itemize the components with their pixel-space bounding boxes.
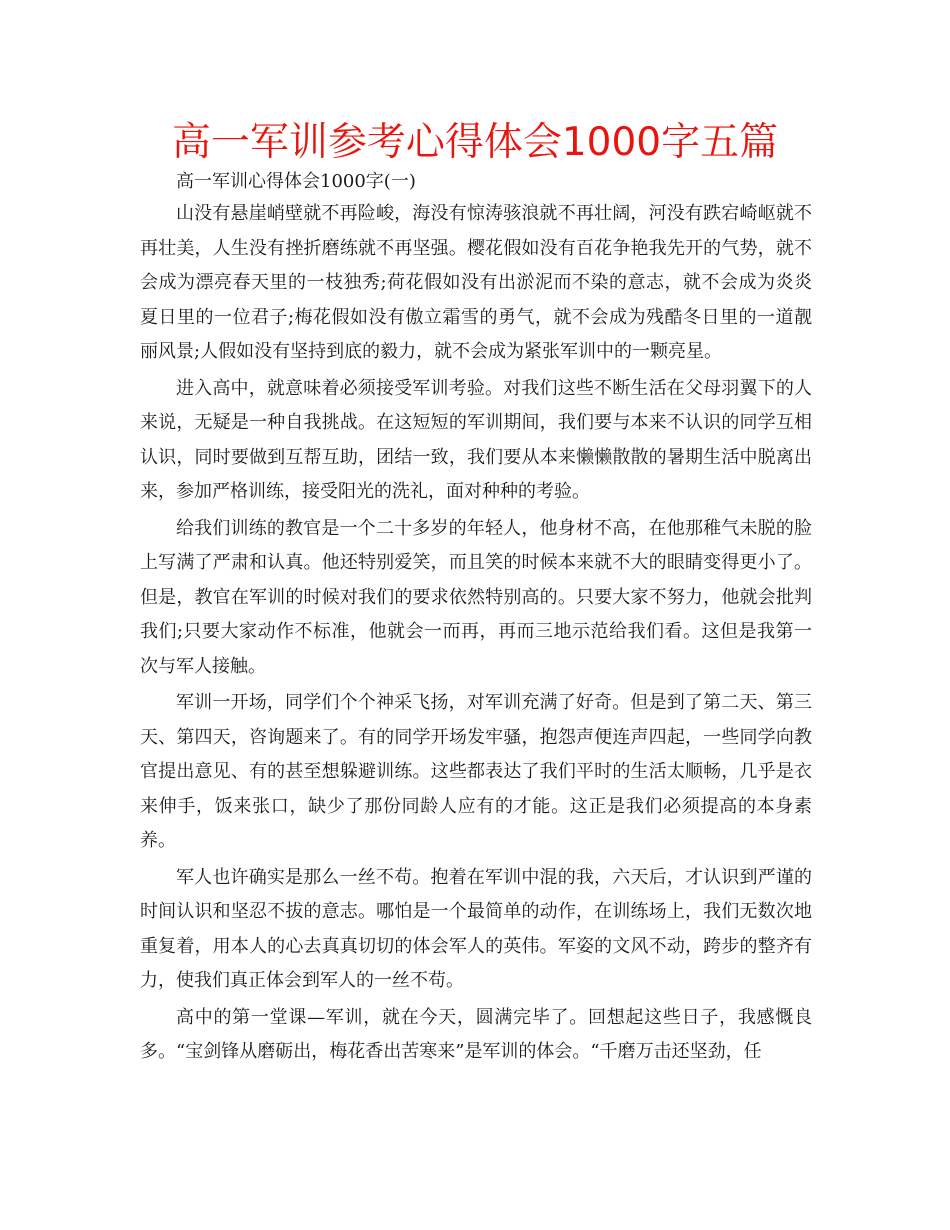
document-title: 高一军训参考心得体会1000字五篇: [171, 120, 779, 165]
paragraph: 给我们训练的教官是一个二十多岁的年轻人，他身材不高，在他那稚气未脱的脸上写满了严肃和认真。他还特别爱笑，而且笑的时候本来就不大的眼睛变得更小了。但是，教官在军训的时候对我们的要求依然特别高的。只要大家不努力，他就会批判我们;只要大家动作不标准，他就会一而再，再而三地示范给我们看。这但是我第一次与军人接触。: [140, 517, 812, 677]
paragraph: 军训一开场，同学们个个神采飞扬，对军训充满了好奇。但是到了第二天、第三天、第四天，咨询题来了。有的同学开场发牢骚，抱怨声便连声四起，一些同学向教官提出意见、有的甚至想躲避训练。这些都表达了我们平时的生活太顺畅，几乎是衣来伸手，饭来张口，缺少了那份同龄人应有的才能。这正是我们必须提高的本身素养。: [140, 692, 812, 851]
paragraph: 军人也许确实是那么一丝不苟。抱着在军训中混的我，六天后，才认识到严谨的时间认识和坚忍不拔的意志。哪怕是一个最简单的动作，在训练场上，我们无数次地重复着，用本人的心去真真切切的体会军人的英伟。军姿的文风不动，跨步的整齐有力，使我们真正体会到军人的一丝不苟。: [140, 866, 812, 991]
paragraph: 山没有悬崖峭壁就不再险峻，海没有惊涛骇浪就不再壮阔，河没有跌宕崎岖就不再壮美，人生没有挫折磨练就不再坚强。樱花假如没有百花争艳我先开的气势，就不会成为漂亮春天里的一枝独秀;荷花假如没有出淤泥而不染的意志，就不会成为炎炎夏日里的一位君子;梅花假如没有傲立霜雪的勇气，就不会成为残酷冬日里的一道靓丽风景;人假如没有坚持到底的毅力，就不会成为紧张军训中的一颗亮星。: [140, 203, 812, 362]
section-subtitle: 高一军训心得体会1000字(一): [176, 171, 416, 192]
paragraph: 进入高中，就意味着必须接受军训考验。对我们这些不断生活在父母羽翼下的人来说，无疑是一种自我挑战。在这短短的军训期间，我们要与本来不认识的同学互相认识，同时要做到互帮互助，团结一致，我们要从本来懒懒散散的暑期生活中脱离出来，参加严格训练，接受阳光的洗礼，面对种种的考验。: [140, 377, 812, 502]
document-body: [140, 167, 812, 1070]
paragraph: 高中的第一堂课—军训，就在今天，圆满完毕了。回想起这些日子，我感慨良多。“宝剑锋从磨砺出，梅花香出苦寒来”是军训的体会。“千磨万击还坚劲，任: [140, 1006, 812, 1062]
